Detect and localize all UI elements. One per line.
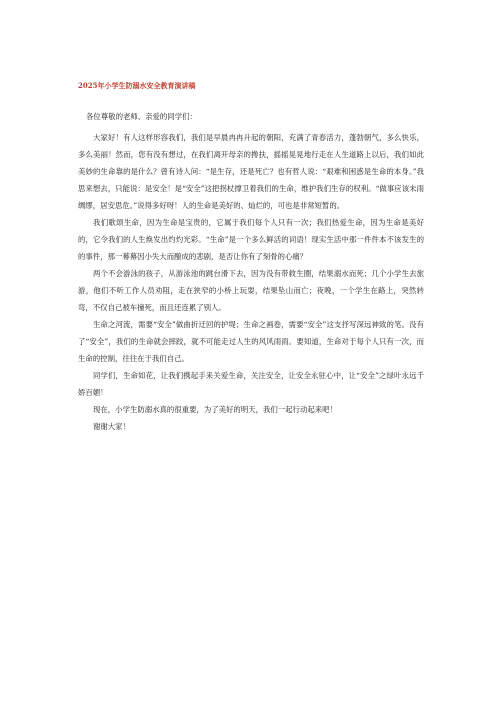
paragraph-3: 两个不会游泳的孩子，从游泳池的跳台滑下去，因为没有带救生圈，结果溺水而死；几个小学生去旅游，他们不听工作人员劝阻，走在狭窄的小桥上玩耍，结果坠山而亡；夜晚，一个学生在路上，突然转弯，不仅自己被车撞死，而且还连累了别人。 bbox=[78, 269, 424, 312]
document-body bbox=[78, 108, 424, 435]
paragraph-1: 大家好！有人这样形容我们，我们是早晨冉冉升起的朝阳，充满了青春活力，蓬勃朝气，多么快乐，多么美丽！然而，您有没有想过，在我们离开母亲的搀扶，摇摇晃晃地行走在人生道路上以后，我们如此美妙的生命靠的是什么？曾有诗人问：“是生存，还是死亡？也有哲人说：“艰难和困惑是生命的本身。”我思来想去，只能说：是安全！是“安全”这把拐杖撑卫着我们的生命，维护我们生存的权利。“做事应该未雨绸缪，居安思危。”说得多好呀！人的生命是美好的、灿烂的，可也是非常短暂的。 bbox=[78, 133, 424, 210]
document-title: 2025年小学生防溺水安全教育演讲稿 bbox=[78, 81, 196, 90]
paragraph-5: 同学们，生命如花，让我们携起手来关爱生命，关注安全，让安全永驻心中，让“安全”之绿叶永远千娇百媚！ bbox=[78, 371, 424, 397]
paragraph-2: 我们歌颂生命，因为生命是宝贵的，它属于我们每个人只有一次；我们热爱生命，因为生命是美好的，它令我们的人生焕发出灼灼光彩。“生命”是一个多么鲜活的词语！现实生活中那一件件本不该发生的的事件，那一幕幕因小失大而酿成的悲剧，是否让你有了刻骨的心痛？ bbox=[78, 218, 424, 261]
paragraph-4: 生命之河流，需要“安全”做曲折迂回的护堤；生命之画卷，需要“安全”这支抒写深远神致的笔。没有了“安全”，我们的生命就会摔跤，就不可能走过人生的风风雨雨。要知道，生命对于每个人只有一次，而生命的控制，往往在于我们自己。 bbox=[78, 320, 424, 363]
paragraph-6: 现在，小学生防溺水真的很重要，为了美好的明天，我们一起行动起来吧！ bbox=[93, 405, 337, 414]
closing-line: 谢谢大家！ bbox=[93, 422, 130, 431]
salutation: 各位尊敬的老师、亲爱的同学们： bbox=[86, 112, 197, 121]
